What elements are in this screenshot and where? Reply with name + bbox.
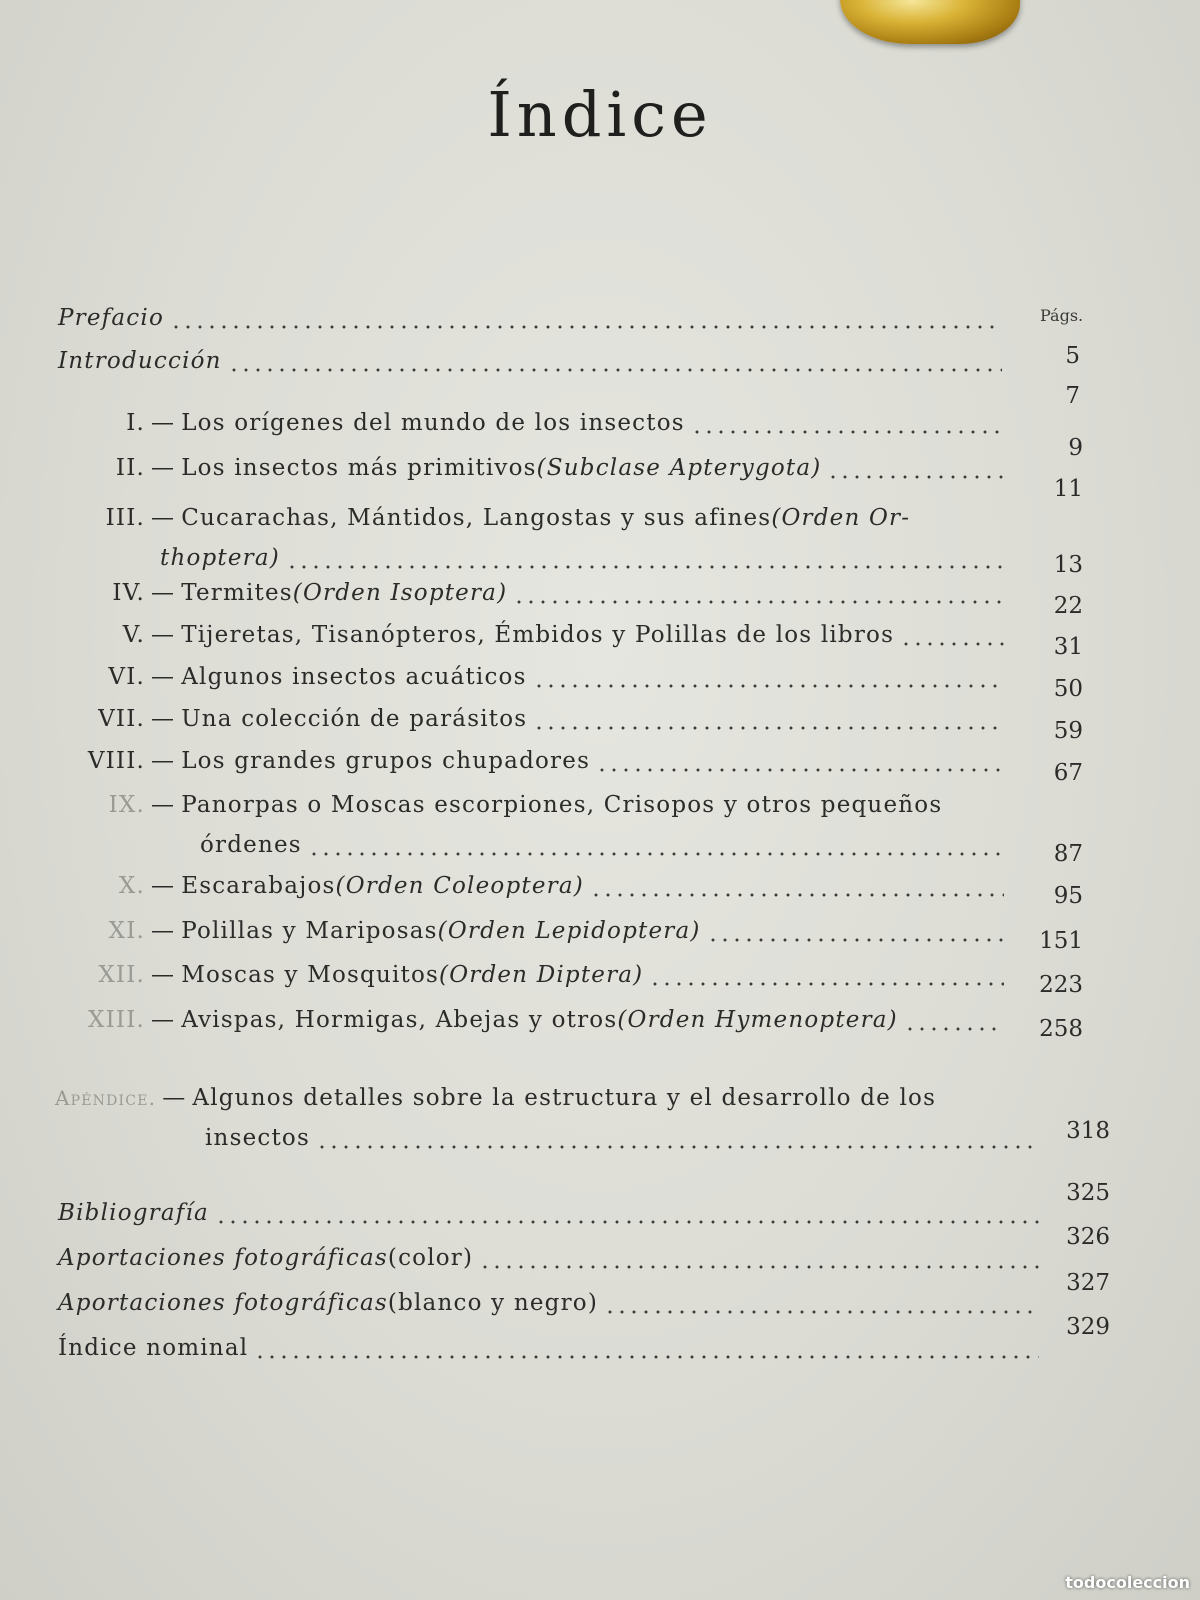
chapter-order: (Orden Isoptera) bbox=[292, 580, 508, 606]
leader-dots bbox=[308, 852, 1004, 856]
page-number: 151 bbox=[1039, 928, 1083, 954]
chapter-dash: — bbox=[151, 505, 176, 531]
chapter-title: Una colección de parásitos bbox=[181, 706, 528, 732]
chapter-order: (Orden Hymenoptera) bbox=[617, 1007, 898, 1033]
page-number: 327 bbox=[1066, 1270, 1110, 1296]
chapter-number: X. bbox=[118, 873, 145, 899]
entry-suffix: (color) bbox=[387, 1245, 474, 1271]
chapter-order: (Subclase Apterygota) bbox=[536, 455, 822, 481]
chapter-order: (Orden Coleoptera) bbox=[335, 873, 584, 899]
chapter-title-cont: órdenes bbox=[200, 832, 302, 858]
page-number: 318 bbox=[1066, 1118, 1110, 1144]
chapter-title: Panorpas o Moscas escorpiones, Crisopos y otros pequeños bbox=[181, 792, 943, 818]
page-number: 258 bbox=[1039, 1016, 1083, 1042]
leader-dots bbox=[286, 565, 1004, 569]
chapter-number: I. bbox=[126, 410, 145, 436]
page-number: 50 bbox=[1053, 676, 1083, 702]
chapter-title: Algunos insectos acuáticos bbox=[181, 664, 527, 690]
page-number: 5 bbox=[1065, 343, 1080, 369]
chapter-number: VII. bbox=[98, 706, 145, 732]
chapter-number: IV. bbox=[112, 580, 145, 606]
entry-label: Índice nominal bbox=[58, 1335, 249, 1361]
chapter-number: XIII. bbox=[88, 1007, 145, 1033]
chapter-dash: — bbox=[151, 664, 176, 690]
appendix-dash: — bbox=[162, 1085, 187, 1111]
leader-dots bbox=[479, 1265, 1039, 1269]
toc-entry-apendice-cont bbox=[205, 1125, 1045, 1155]
toc-entry-introduccion bbox=[58, 348, 1008, 378]
leader-dots bbox=[254, 1355, 1039, 1359]
page-number: 67 bbox=[1053, 760, 1083, 786]
toc-entry-back bbox=[58, 1200, 1045, 1230]
chapter-dash: — bbox=[151, 455, 176, 481]
chapter-order: (Orden Diptera) bbox=[439, 962, 644, 988]
gold-ornament bbox=[840, 0, 1020, 44]
entry-label: Prefacio bbox=[58, 305, 164, 331]
page-number: 7 bbox=[1065, 383, 1080, 409]
chapter-title: Los orígenes del mundo de los insectos bbox=[181, 410, 685, 436]
chapter-dash: — bbox=[151, 962, 176, 988]
page-number: 9 bbox=[1068, 435, 1083, 461]
chapter-title: Escarabajos bbox=[181, 873, 336, 899]
chapter-dash: — bbox=[151, 706, 176, 732]
chapter-title: Moscas y Mosquitos bbox=[181, 962, 440, 988]
chapter-number: VIII. bbox=[87, 748, 145, 774]
chapter-dash: — bbox=[151, 580, 176, 606]
chapter-dash: — bbox=[151, 622, 176, 648]
toc-entry-chapter bbox=[55, 792, 1010, 822]
chapter-order: (Orden Or- bbox=[771, 505, 911, 531]
leader-dots bbox=[590, 893, 1004, 897]
watermark-logo: todocoleccion bbox=[1065, 1573, 1190, 1592]
toc-entry-chapter bbox=[55, 962, 1010, 992]
toc-entry-apendice bbox=[55, 1085, 1045, 1115]
page-number: 11 bbox=[1053, 476, 1083, 502]
toc-entry-chapter bbox=[55, 748, 1010, 778]
chapter-dash: — bbox=[151, 1007, 176, 1033]
leader-dots bbox=[215, 1220, 1039, 1224]
chapter-order: (Orden Lepidoptera) bbox=[437, 918, 701, 944]
entry-label: Bibliografía bbox=[58, 1200, 209, 1226]
leader-dots bbox=[170, 325, 1002, 329]
chapter-number: XII. bbox=[98, 962, 145, 988]
leader-dots bbox=[707, 938, 1004, 942]
toc-entry-chapter bbox=[55, 455, 1010, 485]
chapter-number: IX. bbox=[108, 792, 145, 818]
chapter-dash: — bbox=[151, 873, 176, 899]
toc-entry-chapter-cont bbox=[160, 545, 1010, 575]
chapter-dash: — bbox=[151, 748, 176, 774]
pages-header: Págs. bbox=[1040, 306, 1084, 325]
toc-entry-prefacio bbox=[58, 305, 1008, 335]
leader-dots bbox=[533, 726, 1004, 730]
leader-dots bbox=[316, 1145, 1039, 1149]
page-number: 95 bbox=[1053, 883, 1083, 909]
toc-entry-back bbox=[58, 1245, 1045, 1275]
chapter-title: Los insectos más primitivos bbox=[181, 455, 537, 481]
toc-entry-chapter bbox=[55, 580, 1010, 610]
page-number: 31 bbox=[1053, 634, 1083, 660]
entry-label: Introducción bbox=[58, 348, 222, 374]
toc-entry-chapter bbox=[55, 918, 1010, 948]
leader-dots bbox=[904, 1027, 1004, 1031]
page-number: 87 bbox=[1053, 841, 1083, 867]
toc-entry-chapter bbox=[55, 622, 1010, 652]
toc-entry-chapter bbox=[55, 873, 1010, 903]
appendix-text: Algunos detalles sobre la estructura y el desarrollo de los bbox=[192, 1085, 937, 1111]
page-number: 59 bbox=[1053, 718, 1083, 744]
leader-dots bbox=[228, 368, 1002, 372]
chapter-number: II. bbox=[115, 455, 145, 481]
appendix-label: Apéndice. bbox=[55, 1086, 157, 1110]
page-number: 325 bbox=[1066, 1180, 1110, 1206]
chapter-title: Los grandes grupos chupadores bbox=[181, 748, 591, 774]
chapter-title: Tijeretas, Tisanópteros, Émbidos y Polillas de los libros bbox=[181, 622, 895, 648]
toc-entry-chapter bbox=[55, 664, 1010, 694]
toc-entry-back bbox=[58, 1335, 1045, 1365]
chapter-title: Avispas, Hormigas, Abejas y otros bbox=[181, 1007, 618, 1033]
toc-entry-back bbox=[58, 1290, 1045, 1320]
toc-entry-chapter-cont bbox=[200, 832, 1010, 862]
chapter-number: III. bbox=[105, 505, 145, 531]
toc-entry-chapter bbox=[55, 410, 1010, 440]
page-number: 22 bbox=[1053, 593, 1083, 619]
page-number: 13 bbox=[1053, 552, 1083, 578]
toc-entry-chapter bbox=[55, 505, 1010, 535]
chapter-number: V. bbox=[122, 622, 145, 648]
chapter-title-cont: thoptera) bbox=[160, 545, 280, 571]
chapter-number: XI. bbox=[108, 918, 145, 944]
toc-entry-chapter bbox=[55, 706, 1010, 736]
chapter-title: Polillas y Mariposas bbox=[181, 918, 438, 944]
page-number: 326 bbox=[1066, 1224, 1110, 1250]
appendix-cont: insectos bbox=[205, 1125, 310, 1151]
leader-dots bbox=[513, 600, 1004, 604]
toc-entry-chapter bbox=[55, 1007, 1010, 1037]
chapter-dash: — bbox=[151, 792, 176, 818]
entry-suffix: (blanco y negro) bbox=[387, 1290, 598, 1316]
leader-dots bbox=[649, 982, 1004, 986]
leader-dots bbox=[827, 475, 1004, 479]
page-number: 329 bbox=[1066, 1314, 1110, 1340]
chapter-dash: — bbox=[151, 410, 176, 436]
chapter-number: VI. bbox=[108, 664, 145, 690]
chapter-title: Cucarachas, Mántidos, Langostas y sus afines bbox=[181, 505, 772, 531]
leader-dots bbox=[900, 642, 1004, 646]
leader-dots bbox=[604, 1310, 1039, 1314]
page-title: Índice bbox=[487, 78, 713, 151]
entry-label: Aportaciones fotográficas bbox=[58, 1245, 388, 1271]
leader-dots bbox=[691, 430, 1004, 434]
page-number: 223 bbox=[1039, 972, 1083, 998]
leader-dots bbox=[596, 768, 1004, 772]
leader-dots bbox=[533, 684, 1004, 688]
chapter-dash: — bbox=[151, 918, 176, 944]
entry-label: Aportaciones fotográficas bbox=[58, 1290, 388, 1316]
chapter-title: Termites bbox=[181, 580, 293, 606]
